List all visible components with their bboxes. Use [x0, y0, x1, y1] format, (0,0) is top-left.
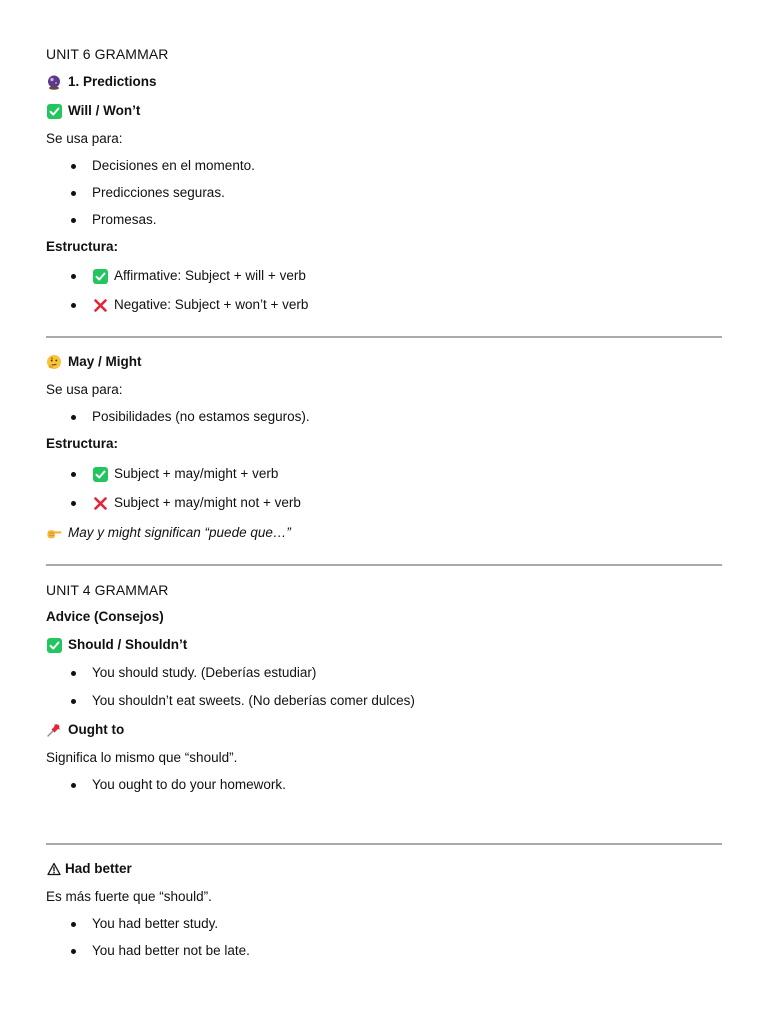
- warning-icon: [46, 861, 62, 877]
- will-structure-label: Estructura:: [46, 239, 119, 254]
- had-better-examples-list: [46, 914, 722, 961]
- unit4-heading: UNIT 4 GRAMMAR: [46, 582, 169, 598]
- list-item: You shouldn’t eat sweets. (No deberías comer dulces): [46, 691, 722, 711]
- may-title: May / Might: [68, 354, 142, 369]
- ought-title: Ought to: [68, 722, 125, 737]
- list-item: You should study. (Deberías estudiar): [46, 663, 722, 683]
- should-title-row: [46, 635, 722, 655]
- cross-mark-icon: [92, 495, 108, 511]
- check-mark-button-icon: [46, 637, 62, 653]
- may-uses-label: Se usa para:: [46, 382, 123, 397]
- may-structure-list: [46, 464, 722, 513]
- will-title: Will / Won’t: [68, 103, 141, 118]
- may-note: May y might significan “puede que…”: [68, 525, 291, 540]
- list-item: Subject + may/might + verb: [46, 464, 722, 484]
- list-item: Subject + may/might not + verb: [46, 493, 722, 513]
- list-item: You had better not be late.: [46, 941, 722, 961]
- may-structure-label: Estructura:: [46, 436, 119, 451]
- list-item: Promesas.: [46, 210, 722, 230]
- thinking-face-icon: [46, 354, 62, 370]
- predictions-title: 1. Predictions: [68, 74, 157, 89]
- will-uses-label: Se usa para:: [46, 131, 123, 146]
- check-mark-button-icon: [92, 466, 108, 482]
- ought-meaning: Significa lo mismo que “should”.: [46, 750, 238, 765]
- list-item: You ought to do your homework.: [46, 775, 722, 795]
- had-better-title-row: [46, 859, 722, 879]
- cross-mark-icon: [92, 297, 108, 313]
- ought-examples-list: [46, 775, 722, 795]
- may-note-row: [46, 523, 722, 543]
- advice-title: Advice (Consejos): [46, 609, 164, 624]
- may-title-row: [46, 352, 722, 372]
- had-better-title: Had better: [65, 861, 132, 876]
- will-structure-list: [46, 266, 722, 315]
- will-uses-list: [46, 156, 722, 230]
- may-uses-list: [46, 407, 722, 427]
- list-item: Predicciones seguras.: [46, 183, 722, 203]
- will-title-row: [46, 101, 722, 121]
- pushpin-icon: [46, 722, 62, 738]
- crystal-ball-icon: [46, 74, 62, 90]
- list-item: You had better study.: [46, 914, 722, 934]
- check-mark-button-icon: [46, 103, 62, 119]
- list-item: Decisiones en el momento.: [46, 156, 722, 176]
- list-item: Affirmative: Subject + will + verb: [46, 266, 722, 286]
- list-item: Posibilidades (no estamos seguros).: [46, 407, 722, 427]
- should-title: Should / Shouldn’t: [68, 637, 188, 652]
- list-item: Negative: Subject + won’t + verb: [46, 295, 722, 315]
- ought-title-row: [46, 720, 722, 740]
- predictions-title-row: [46, 72, 722, 92]
- check-mark-button-icon: [92, 268, 108, 284]
- had-better-meaning: Es más fuerte que “should”.: [46, 889, 212, 904]
- backhand-index-pointing-right-icon: [46, 525, 62, 541]
- should-examples-list: [46, 663, 722, 711]
- unit6-heading: UNIT 6 GRAMMAR: [46, 46, 169, 62]
